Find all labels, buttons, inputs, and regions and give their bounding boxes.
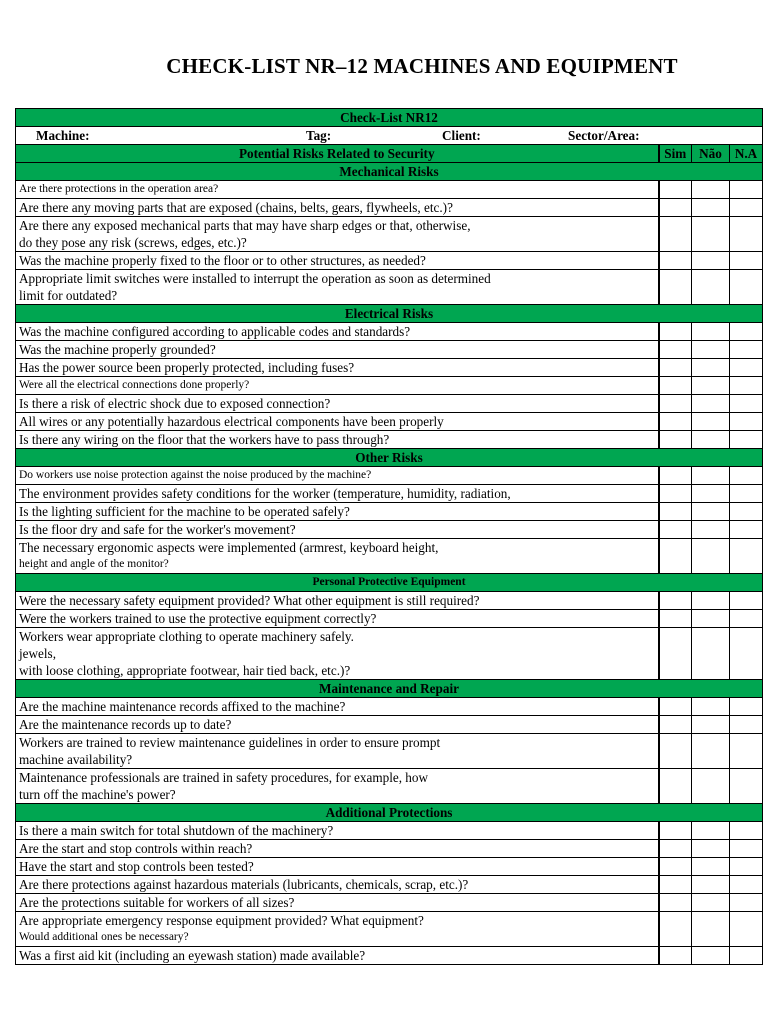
checkbox-no[interactable]	[692, 822, 730, 840]
checklist-item-row	[16, 395, 763, 413]
question-cell	[16, 431, 659, 449]
question-text: limit for outdated?	[19, 288, 118, 303]
question-text: Were the necessary safety equipment provided? What other equipment is still required?	[19, 593, 480, 608]
checkbox-na[interactable]	[730, 181, 763, 199]
checkbox-yes[interactable]	[659, 252, 692, 270]
checkbox-no[interactable]	[692, 912, 730, 947]
checkbox-yes[interactable]	[659, 912, 692, 947]
question-cell	[16, 485, 659, 503]
checkbox-yes[interactable]	[659, 323, 692, 341]
question-text: Appropriate limit switches were installed to interrupt the operation as soon as determined	[19, 271, 491, 286]
checkbox-no[interactable]	[692, 716, 730, 734]
section-title: Maintenance and Repair	[16, 680, 763, 698]
checkbox-no[interactable]	[692, 592, 730, 610]
question-cell	[16, 734, 659, 769]
checkbox-yes[interactable]	[659, 485, 692, 503]
checkbox-yes[interactable]	[659, 610, 692, 628]
question-cell	[16, 199, 659, 217]
question-text: Is there any wiring on the floor that the workers have to pass through?	[19, 432, 390, 447]
question-text: Was the machine configured according to applicable codes and standards?	[19, 324, 411, 339]
question-cell	[16, 716, 659, 734]
checkbox-yes[interactable]	[659, 769, 692, 804]
section-header-row	[16, 449, 763, 467]
info-row	[16, 127, 763, 145]
checkbox-no[interactable]	[692, 341, 730, 359]
risks-heading: Potential Risks Related to Security	[16, 145, 659, 163]
checkbox-na[interactable]	[730, 610, 763, 628]
checkbox-yes[interactable]	[659, 341, 692, 359]
section-title: Other Risks	[16, 449, 763, 467]
page-title: CHECK-LIST NR–12 MACHINES AND EQUIPMENT	[166, 54, 678, 78]
checkbox-no[interactable]	[692, 876, 730, 894]
checkbox-yes[interactable]	[659, 431, 692, 449]
checkbox-na[interactable]	[730, 199, 763, 217]
question-text: Have the start and stop controls been tested?	[19, 859, 254, 874]
checkbox-yes[interactable]	[659, 698, 692, 716]
checkbox-no[interactable]	[692, 610, 730, 628]
checkbox-no[interactable]	[692, 769, 730, 804]
section-title: Electrical Risks	[16, 305, 763, 323]
checklist-item-row	[16, 716, 763, 734]
question-text: Were the workers trained to use the protective equipment correctly?	[19, 611, 377, 626]
checkbox-yes[interactable]	[659, 413, 692, 431]
question-text: Are the machine maintenance records affixed to the machine?	[19, 699, 346, 714]
question-text: Is the lighting sufficient for the machine to be operated safely?	[19, 504, 350, 519]
checklist-item-row	[16, 539, 763, 574]
checkbox-no[interactable]	[692, 894, 730, 912]
question-cell	[16, 467, 659, 485]
checklist-item-row	[16, 181, 763, 199]
checkbox-na[interactable]	[730, 876, 763, 894]
checklist-item-row	[16, 858, 763, 876]
checklist-item-row	[16, 413, 763, 431]
question-cell	[16, 592, 659, 610]
question-text: Are the protections suitable for workers of all sizes?	[19, 895, 295, 910]
tag-label: Tag:	[306, 128, 332, 143]
question-text: The necessary ergonomic aspects were implemented (armrest, keyboard height,	[19, 540, 439, 555]
question-text: Are there protections against hazardous materials (lubricants, chemicals, scrap, etc.)?	[19, 877, 469, 892]
col-yes-header: Sim	[659, 145, 692, 163]
checkbox-no[interactable]	[692, 734, 730, 769]
checkbox-yes[interactable]	[659, 199, 692, 217]
checkbox-yes[interactable]	[659, 377, 692, 395]
checklist-item-row	[16, 769, 763, 804]
checklist-item-row	[16, 734, 763, 769]
checkbox-no[interactable]	[692, 395, 730, 413]
checkbox-no[interactable]	[692, 840, 730, 858]
section-title: Personal Protective Equipment	[16, 574, 763, 592]
checkbox-na[interactable]	[730, 503, 763, 521]
question-cell	[16, 521, 659, 539]
checkbox-na[interactable]	[730, 377, 763, 395]
checkbox-no[interactable]	[692, 217, 730, 252]
checkbox-na[interactable]	[730, 734, 763, 769]
checklist-item-row	[16, 894, 763, 912]
checkbox-no[interactable]	[692, 858, 730, 876]
client-label: Client:	[442, 128, 481, 143]
table-title-row	[16, 109, 763, 127]
question-text: with loose clothing, appropriate footwear, hair tied back, etc.)?	[19, 663, 351, 678]
question-cell	[16, 840, 659, 858]
checkbox-no[interactable]	[692, 252, 730, 270]
table-title: Check-List NR12	[16, 109, 763, 127]
checkbox-yes[interactable]	[659, 947, 692, 965]
checklist-item-row	[16, 912, 763, 947]
checkbox-no[interactable]	[692, 698, 730, 716]
section-title: Mechanical Risks	[16, 163, 763, 181]
question-text: Was a first aid kit (including an eyewash station) made available?	[19, 948, 366, 963]
checkbox-na[interactable]	[730, 716, 763, 734]
checklist-item-row	[16, 431, 763, 449]
question-text: Are there any moving parts that are exposed (chains, belts, gears, flywheels, etc.)?	[19, 200, 453, 215]
question-cell	[16, 698, 659, 716]
checkbox-no[interactable]	[692, 181, 730, 199]
checkbox-na[interactable]	[730, 698, 763, 716]
checklist-item-row	[16, 467, 763, 485]
checkbox-yes[interactable]	[659, 181, 692, 199]
question-text: Are the maintenance records up to date?	[19, 717, 232, 732]
question-text: Would additional ones be necessary?	[19, 931, 189, 943]
question-text: machine availability?	[19, 752, 133, 767]
checklist-item-row	[16, 822, 763, 840]
question-text: Was the machine properly fixed to the floor or to other structures, as needed?	[19, 253, 426, 268]
question-text: Are appropriate emergency response equipment provided? What equipment?	[19, 913, 424, 928]
checklist-item-row	[16, 840, 763, 858]
checkbox-yes[interactable]	[659, 503, 692, 521]
checkbox-na[interactable]	[730, 840, 763, 858]
checkbox-no[interactable]	[692, 359, 730, 377]
col-no-header: Não	[692, 145, 730, 163]
checkbox-na[interactable]	[730, 270, 763, 305]
checkbox-no[interactable]	[692, 431, 730, 449]
section-header-row	[16, 680, 763, 698]
checkbox-no[interactable]	[692, 199, 730, 217]
question-text: Workers are trained to review maintenance guidelines in order to ensure prompt	[19, 735, 441, 750]
question-cell	[16, 769, 659, 804]
section-title: Additional Protections	[16, 804, 763, 822]
checkbox-no[interactable]	[692, 413, 730, 431]
question-cell	[16, 894, 659, 912]
checkbox-no[interactable]	[692, 628, 730, 680]
checklist-item-row	[16, 199, 763, 217]
question-cell	[16, 217, 659, 252]
section-header-row	[16, 804, 763, 822]
checkbox-yes[interactable]	[659, 467, 692, 485]
checklist-item-row	[16, 876, 763, 894]
checkbox-yes[interactable]	[659, 822, 692, 840]
question-cell	[16, 395, 659, 413]
question-cell	[16, 822, 659, 840]
checklist-item-row	[16, 610, 763, 628]
question-cell	[16, 610, 659, 628]
checkbox-na[interactable]	[730, 341, 763, 359]
checkbox-na[interactable]	[730, 628, 763, 680]
checkbox-na[interactable]	[730, 769, 763, 804]
checkbox-na[interactable]	[730, 467, 763, 485]
checklist-table	[15, 108, 763, 965]
question-cell	[16, 947, 659, 965]
question-text: Has the power source been properly protected, including fuses?	[19, 360, 355, 375]
question-cell	[16, 876, 659, 894]
checkbox-na[interactable]	[730, 912, 763, 947]
checkbox-na[interactable]	[730, 539, 763, 574]
checkbox-yes[interactable]	[659, 521, 692, 539]
sector-label: Sector/Area:	[568, 128, 640, 143]
checkbox-no[interactable]	[692, 467, 730, 485]
checkbox-na[interactable]	[730, 592, 763, 610]
question-text: All wires or any potentially hazardous electrical components have been properly	[19, 414, 444, 429]
checkbox-yes[interactable]	[659, 734, 692, 769]
question-text: Is there a risk of electric shock due to exposed connection?	[19, 396, 331, 411]
question-cell	[16, 413, 659, 431]
checkbox-no[interactable]	[692, 947, 730, 965]
checkbox-yes[interactable]	[659, 858, 692, 876]
question-text: Was the machine properly grounded?	[19, 342, 216, 357]
checklist-item-row	[16, 698, 763, 716]
question-text: Is the floor dry and safe for the worker's movement?	[19, 522, 296, 537]
question-cell	[16, 359, 659, 377]
checklist-item-row	[16, 592, 763, 610]
question-cell	[16, 503, 659, 521]
checkbox-yes[interactable]	[659, 592, 692, 610]
question-cell	[16, 323, 659, 341]
checkbox-yes[interactable]	[659, 539, 692, 574]
checklist-item-row	[16, 252, 763, 270]
checkbox-na[interactable]	[730, 359, 763, 377]
checklist-item-row	[16, 377, 763, 395]
question-text: Were all the electrical connections done properly?	[19, 379, 250, 391]
checkbox-na[interactable]	[730, 217, 763, 252]
checkbox-no[interactable]	[692, 539, 730, 574]
checkbox-na[interactable]	[730, 894, 763, 912]
col-na-header: N.A	[730, 145, 763, 163]
question-text: height and angle of the monitor?	[19, 558, 169, 570]
checklist-item-row	[16, 359, 763, 377]
question-text: Are there any exposed mechanical parts that may have sharp edges or that, otherwise,	[19, 218, 471, 233]
checkbox-na[interactable]	[730, 413, 763, 431]
checkbox-yes[interactable]	[659, 628, 692, 680]
question-text: Maintenance professionals are trained in safety procedures, for example, how	[19, 770, 429, 785]
question-text: jewels,	[19, 646, 56, 661]
question-text: Are the start and stop controls within reach?	[19, 841, 253, 856]
checkbox-yes[interactable]	[659, 395, 692, 413]
question-text: The environment provides safety conditions for the worker (temperature, humidity, radiation,	[19, 486, 511, 501]
question-text: do they pose any risk (screws, edges, etc.)?	[19, 235, 247, 250]
checkbox-na[interactable]	[730, 252, 763, 270]
checkbox-no[interactable]	[692, 323, 730, 341]
checkbox-na[interactable]	[730, 323, 763, 341]
checklist-item-row	[16, 485, 763, 503]
checklist-item-row	[16, 521, 763, 539]
question-cell	[16, 270, 659, 305]
question-cell	[16, 181, 659, 199]
question-cell	[16, 858, 659, 876]
checklist-item-row	[16, 341, 763, 359]
checkbox-no[interactable]	[692, 270, 730, 305]
checkbox-yes[interactable]	[659, 359, 692, 377]
question-text: turn off the machine's power?	[19, 787, 176, 802]
question-text: Are there protections in the operation area?	[19, 183, 219, 195]
checkbox-na[interactable]	[730, 395, 763, 413]
question-text: Is there a main switch for total shutdown of the machinery?	[19, 823, 334, 838]
checklist-item-row	[16, 217, 763, 252]
checkbox-yes[interactable]	[659, 894, 692, 912]
checklist-item-row	[16, 270, 763, 305]
column-header-row	[16, 145, 763, 163]
checkbox-na[interactable]	[730, 431, 763, 449]
checklist-item-row	[16, 628, 763, 680]
checkbox-no[interactable]	[692, 503, 730, 521]
checkbox-no[interactable]	[692, 485, 730, 503]
checkbox-yes[interactable]	[659, 876, 692, 894]
section-header-row	[16, 305, 763, 323]
checkbox-no[interactable]	[692, 521, 730, 539]
section-header-row	[16, 574, 763, 592]
checkbox-yes[interactable]	[659, 840, 692, 858]
checkbox-na[interactable]	[730, 822, 763, 840]
question-cell	[16, 252, 659, 270]
checkbox-yes[interactable]	[659, 270, 692, 305]
question-cell	[16, 341, 659, 359]
checkbox-na[interactable]	[730, 947, 763, 965]
question-cell	[16, 628, 659, 680]
question-cell	[16, 539, 659, 574]
section-header-row	[16, 163, 763, 181]
checklist-item-row	[16, 947, 763, 965]
checkbox-no[interactable]	[692, 377, 730, 395]
checkbox-yes[interactable]	[659, 217, 692, 252]
checkbox-na[interactable]	[730, 858, 763, 876]
question-cell	[16, 377, 659, 395]
checkbox-na[interactable]	[730, 485, 763, 503]
question-cell	[16, 912, 659, 947]
checklist-item-row	[16, 323, 763, 341]
checkbox-yes[interactable]	[659, 716, 692, 734]
question-text: Do workers use noise protection against the noise produced by the machine?	[19, 469, 372, 481]
question-text: Workers wear appropriate clothing to operate machinery safely.	[19, 629, 354, 644]
machine-label: Machine:	[36, 128, 90, 143]
checkbox-na[interactable]	[730, 521, 763, 539]
checklist-item-row	[16, 503, 763, 521]
